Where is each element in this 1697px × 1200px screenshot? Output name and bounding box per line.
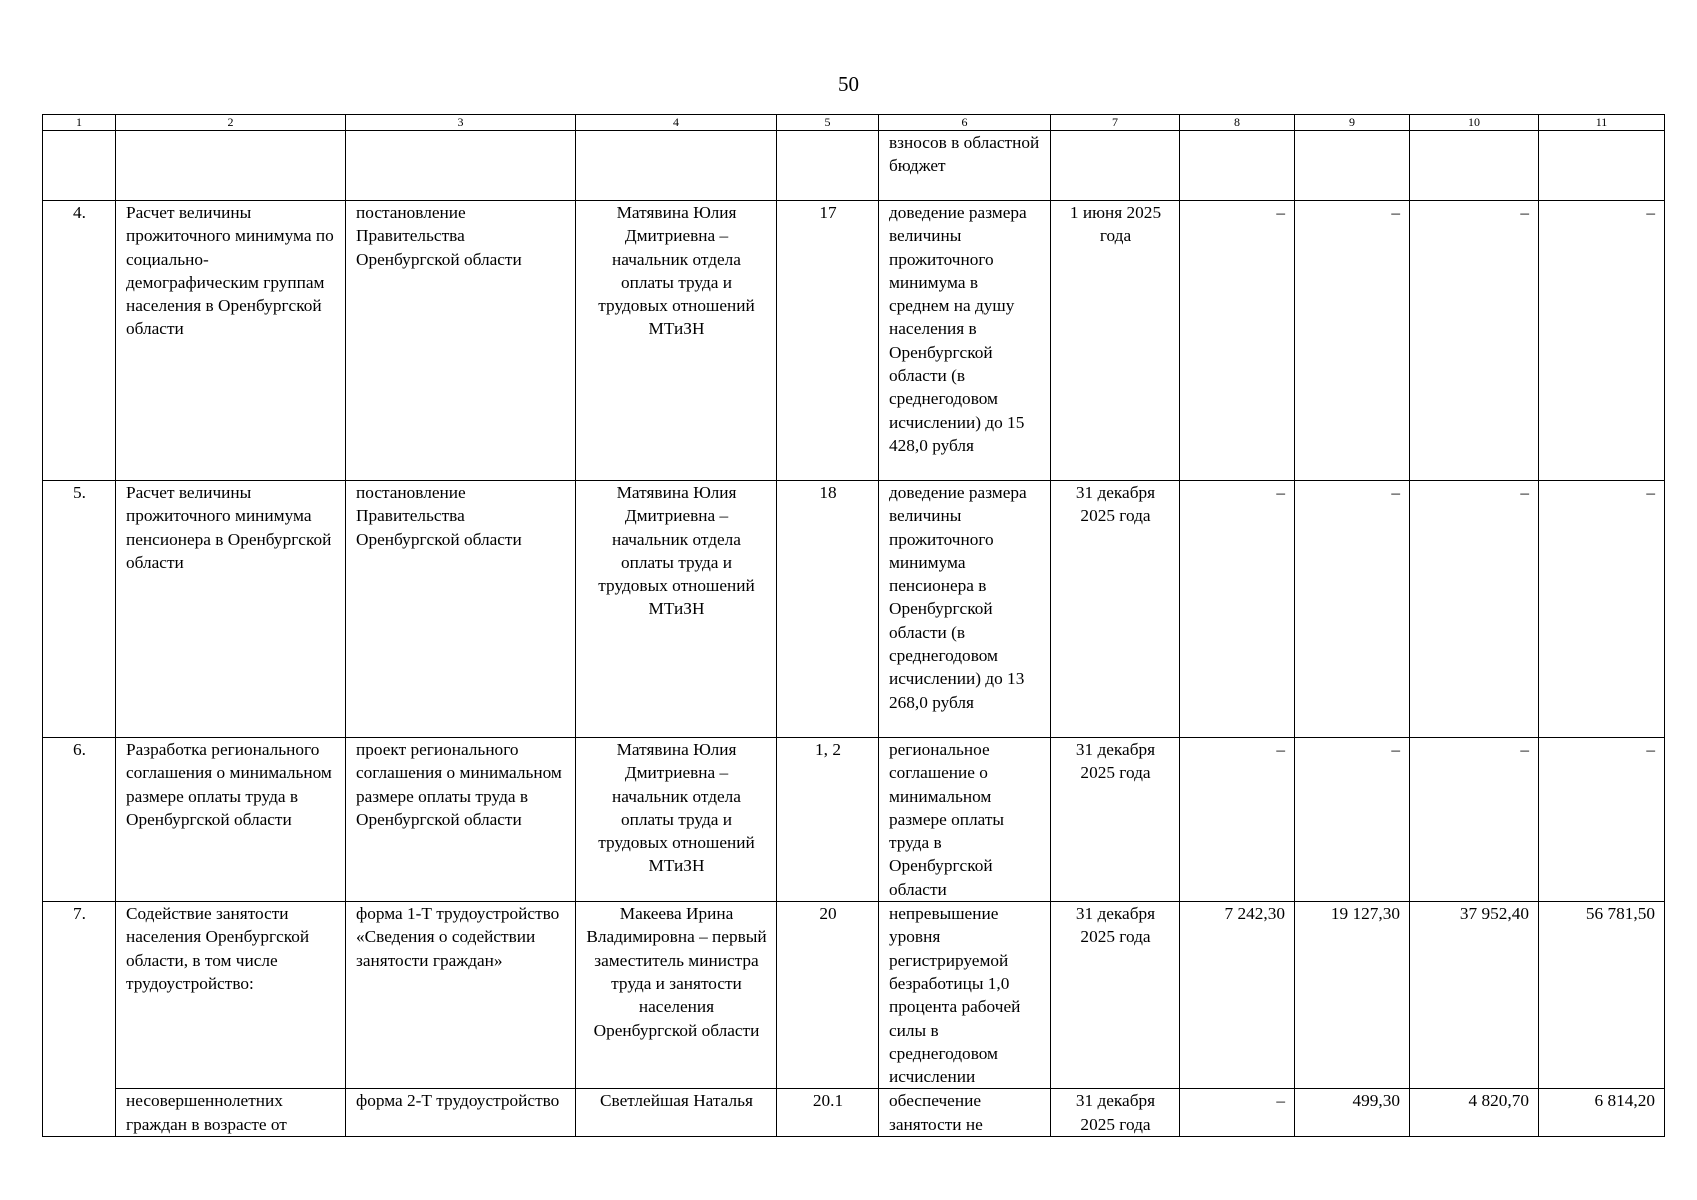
value-col-11: 56 781,50 bbox=[1539, 902, 1665, 1089]
column-number: 1 bbox=[43, 115, 116, 131]
column-number: 7 bbox=[1051, 115, 1180, 131]
column-number: 3 bbox=[346, 115, 576, 131]
value-col-11 bbox=[1539, 131, 1665, 201]
value-col-11: – bbox=[1539, 201, 1665, 481]
expected-result: доведение размера величины прожиточного минимума пенсионера в Оренбургской области (в среднегодовом исчислении) до 13 268,0 рубля bbox=[879, 481, 1051, 738]
value-col-11: 6 814,20 bbox=[1539, 1089, 1665, 1137]
value-col-9: – bbox=[1295, 738, 1410, 902]
value-col-8: – bbox=[1180, 201, 1295, 481]
measure-name bbox=[116, 131, 346, 201]
responsible-person: Светлейшая Наталья bbox=[576, 1089, 777, 1137]
indicator-number: 20.1 bbox=[777, 1089, 879, 1137]
deadline bbox=[1051, 131, 1180, 201]
column-number: 6 bbox=[879, 115, 1051, 131]
table-row bbox=[43, 738, 1665, 902]
value-col-10: – bbox=[1410, 201, 1539, 481]
value-col-11: – bbox=[1539, 481, 1665, 738]
value-col-10: 4 820,70 bbox=[1410, 1089, 1539, 1137]
expected-result: непревышение уровня регистрируемой безработицы 1,0 процента рабочей силы в среднегодовом исчислении bbox=[879, 902, 1051, 1089]
responsible-person: Матявина Юлия Дмитриевна – начальник отдела оплаты труда и трудовых отношений МТиЗН bbox=[576, 481, 777, 738]
value-col-9: 19 127,30 bbox=[1295, 902, 1410, 1089]
table-row bbox=[43, 1089, 1665, 1137]
value-col-10: – bbox=[1410, 481, 1539, 738]
indicator-number bbox=[777, 131, 879, 201]
deadline: 31 декабря 2025 года bbox=[1051, 481, 1180, 738]
deadline: 1 июня 2025 года bbox=[1051, 201, 1180, 481]
expected-result: обеспечение занятости не bbox=[879, 1089, 1051, 1137]
value-col-10 bbox=[1410, 131, 1539, 201]
row-number bbox=[43, 131, 116, 201]
measure-name: несовершеннолетних граждан в возрасте от bbox=[116, 1089, 346, 1137]
row-number: 7. bbox=[43, 902, 116, 1137]
value-col-9: 499,30 bbox=[1295, 1089, 1410, 1137]
responsible-person bbox=[576, 131, 777, 201]
row-number: 6. bbox=[43, 738, 116, 902]
indicator-number: 17 bbox=[777, 201, 879, 481]
value-col-8: – bbox=[1180, 481, 1295, 738]
expected-result: взносов в областной бюджет bbox=[879, 131, 1051, 201]
document-type: постановление Правительства Оренбургской области bbox=[346, 201, 576, 481]
value-col-10: – bbox=[1410, 738, 1539, 902]
row-number: 4. bbox=[43, 201, 116, 481]
measure-name: Расчет величины прожиточного минимума пенсионера в Оренбургской области bbox=[116, 481, 346, 738]
responsible-person: Макеева Ирина Владимировна – первый заместитель министра труда и занятости населения Оренбургской области bbox=[576, 902, 777, 1089]
column-number: 10 bbox=[1410, 115, 1539, 131]
value-col-9: – bbox=[1295, 481, 1410, 738]
measure-name: Содействие занятости населения Оренбургской области, в том числе трудоустройство: bbox=[116, 902, 346, 1089]
value-col-8: – bbox=[1180, 1089, 1295, 1137]
column-number: 8 bbox=[1180, 115, 1295, 131]
row-number: 5. bbox=[43, 481, 116, 738]
expected-result: региональное соглашение о минимальном размере оплаты труда в Оренбургской области bbox=[879, 738, 1051, 902]
document-type: постановление Правительства Оренбургской области bbox=[346, 481, 576, 738]
value-col-8: 7 242,30 bbox=[1180, 902, 1295, 1089]
indicator-number: 20 bbox=[777, 902, 879, 1089]
column-number: 11 bbox=[1539, 115, 1665, 131]
measure-name: Разработка регионального соглашения о минимальном размере оплаты труда в Оренбургской области bbox=[116, 738, 346, 902]
value-col-11: – bbox=[1539, 738, 1665, 902]
table-row bbox=[43, 902, 1665, 1089]
deadline: 31 декабря 2025 года bbox=[1051, 902, 1180, 1089]
column-number: 2 bbox=[116, 115, 346, 131]
value-col-10: 37 952,40 bbox=[1410, 902, 1539, 1089]
table-row bbox=[43, 481, 1665, 738]
indicator-number: 18 bbox=[777, 481, 879, 738]
indicator-number: 1, 2 bbox=[777, 738, 879, 902]
document-type: форма 1-Т трудоустройство «Сведения о содействии занятости граждан» bbox=[346, 902, 576, 1089]
document-type: форма 2-Т трудоустройство bbox=[346, 1089, 576, 1137]
value-col-8: – bbox=[1180, 738, 1295, 902]
table-row bbox=[43, 201, 1665, 481]
document-type: проект регионального соглашения о минимальном размере оплаты труда в Оренбургской области bbox=[346, 738, 576, 902]
responsible-person: Матявина Юлия Дмитриевна – начальник отдела оплаты труда и трудовых отношений МТиЗН bbox=[576, 738, 777, 902]
column-number: 5 bbox=[777, 115, 879, 131]
measure-name: Расчет величины прожиточного минимума по социально-демографическим группам населения в Оренбургской области bbox=[116, 201, 346, 481]
column-number: 4 bbox=[576, 115, 777, 131]
expected-result: доведение размера величины прожиточного минимума в среднем на душу населения в Оренбургской области (в среднегодовом исчислении) до 15 428,0 рубля bbox=[879, 201, 1051, 481]
plan-table bbox=[42, 114, 1665, 1137]
table-row bbox=[43, 131, 1665, 201]
deadline: 31 декабря 2025 года bbox=[1051, 738, 1180, 902]
value-col-8 bbox=[1180, 131, 1295, 201]
page-number: 50 bbox=[838, 72, 859, 96]
column-number-row bbox=[43, 115, 1665, 131]
responsible-person: Матявина Юлия Дмитриевна – начальник отдела оплаты труда и трудовых отношений МТиЗН bbox=[576, 201, 777, 481]
deadline: 31 декабря 2025 года bbox=[1051, 1089, 1180, 1137]
document-type bbox=[346, 131, 576, 201]
column-number: 9 bbox=[1295, 115, 1410, 131]
value-col-9: – bbox=[1295, 201, 1410, 481]
value-col-9 bbox=[1295, 131, 1410, 201]
